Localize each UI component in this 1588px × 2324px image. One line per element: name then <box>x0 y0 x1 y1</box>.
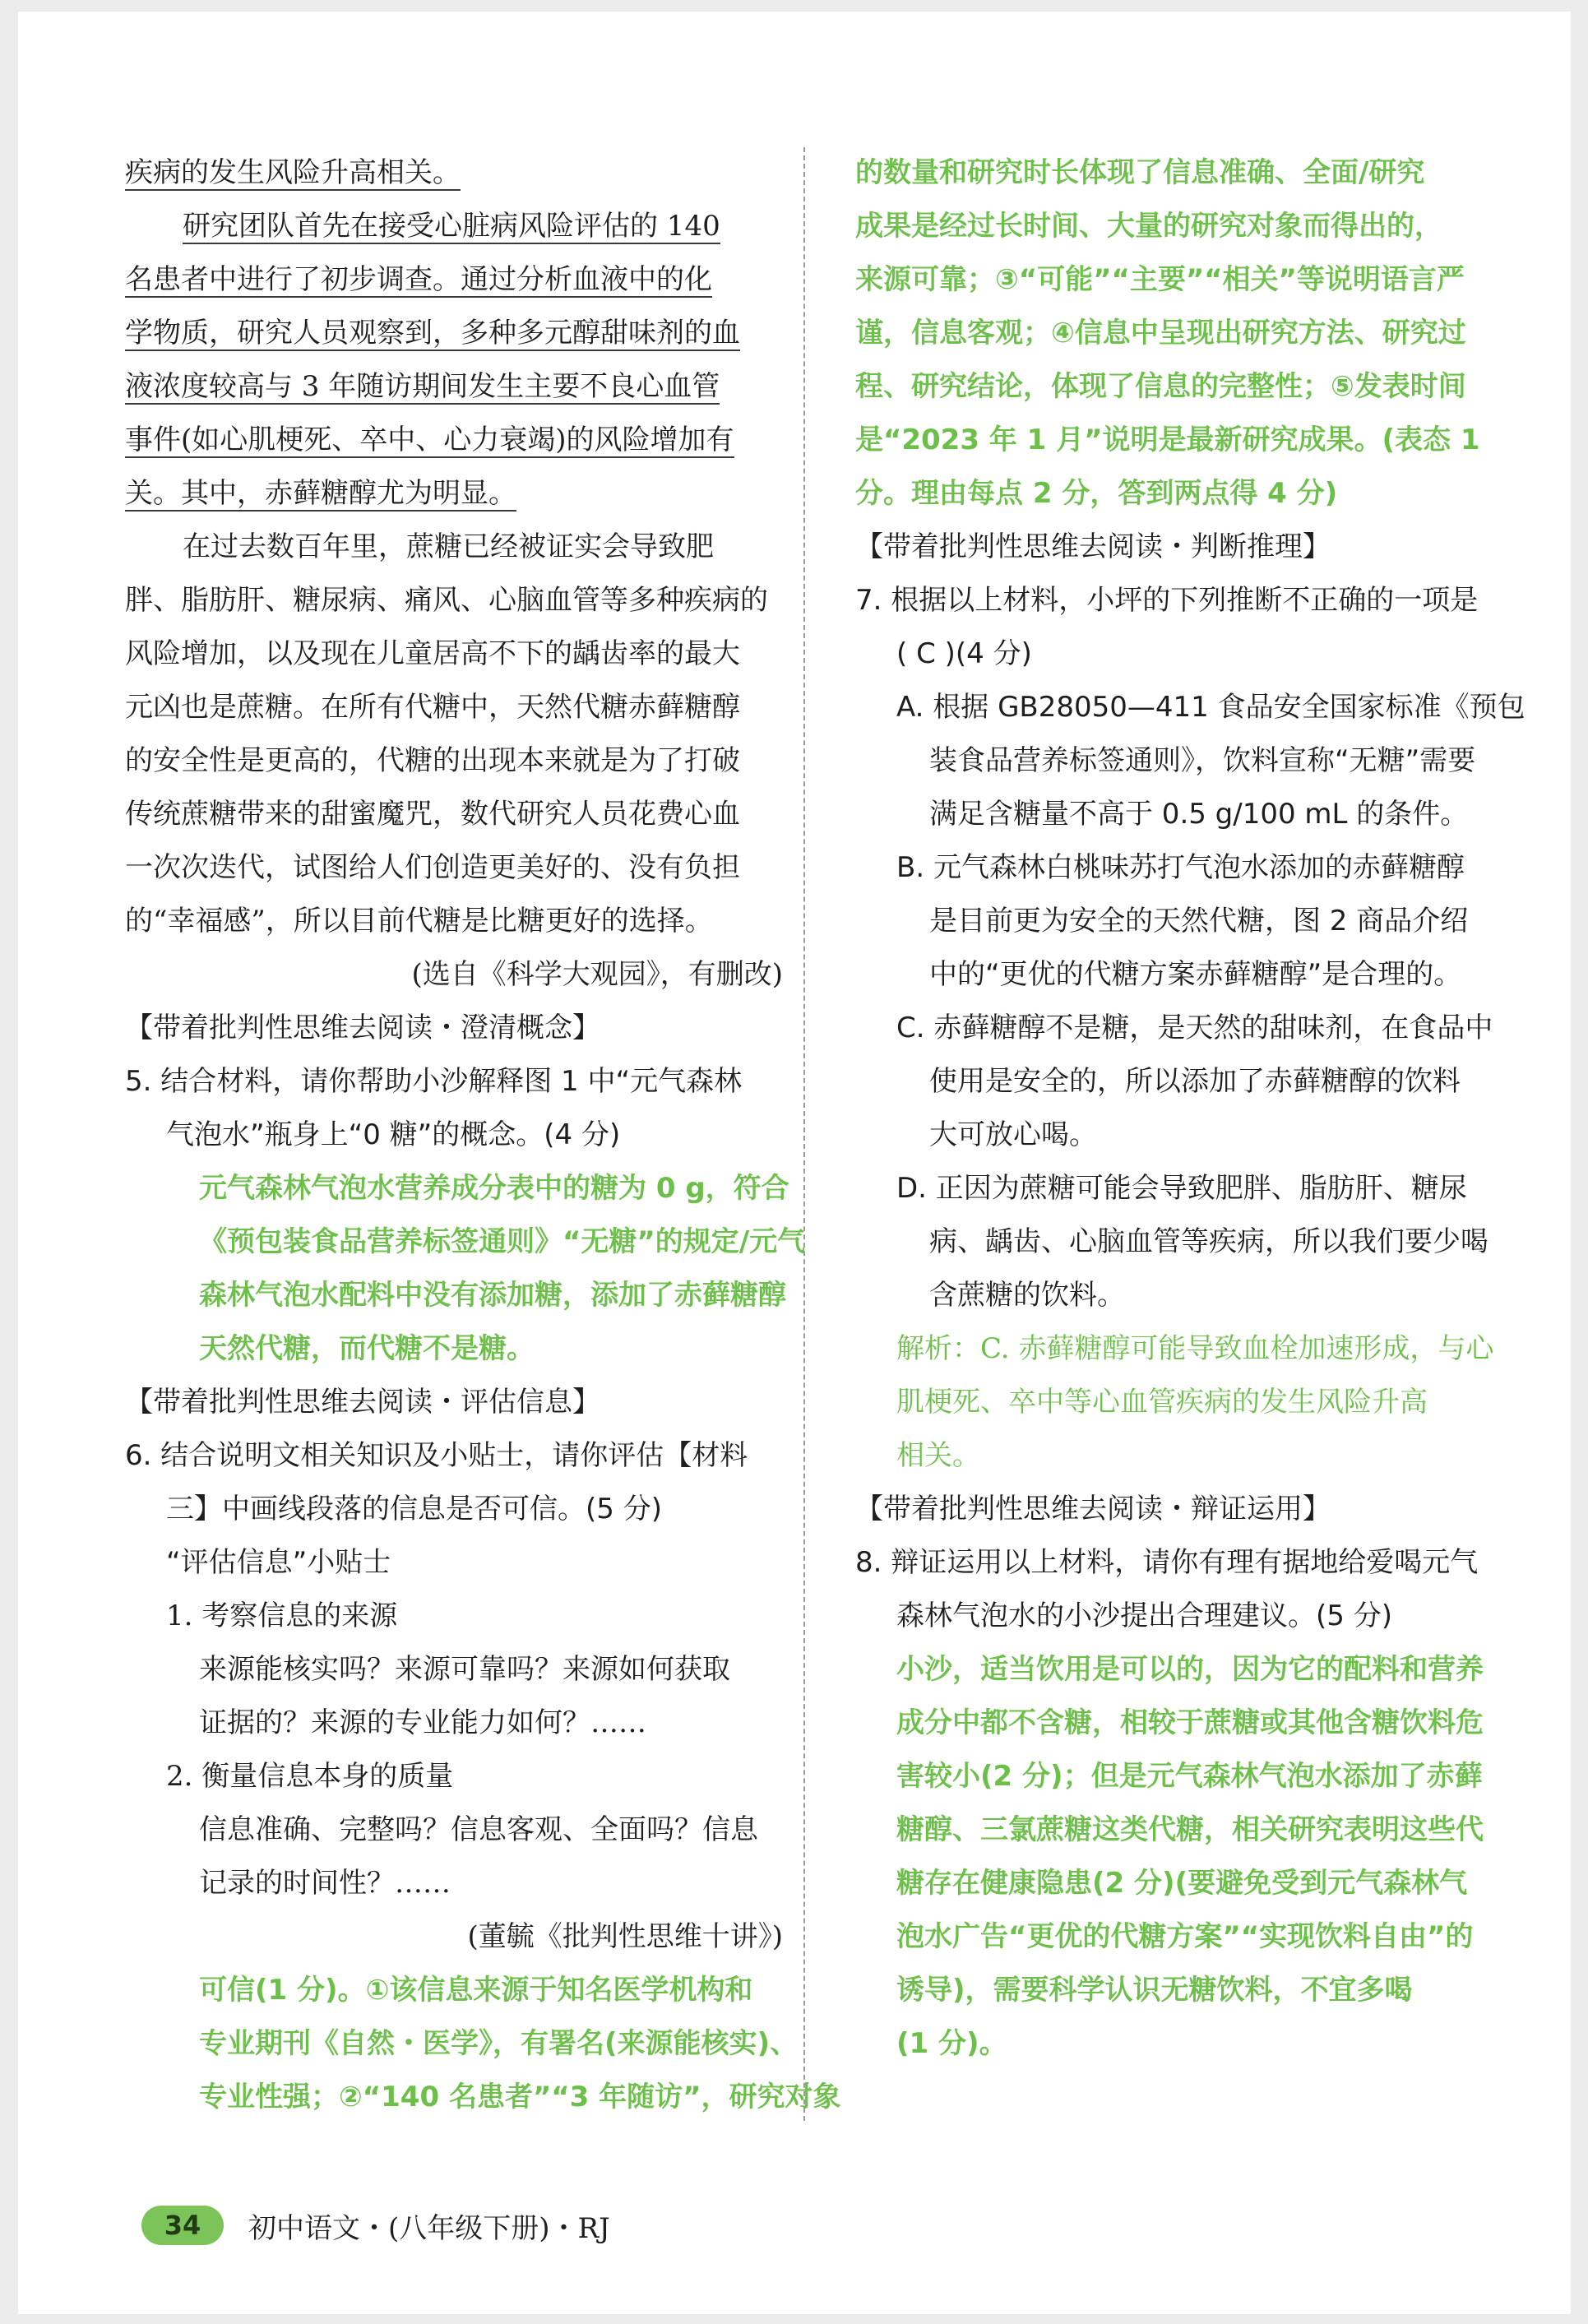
answer-line: 可信(1 分)。①该信息来源于知名医学机构和 <box>199 1974 753 2007</box>
text-line: 在过去数百年里，蔗糖已经被证实会导致肥 <box>183 530 714 563</box>
text-line: 疾病的发生风险升高相关。 <box>125 156 461 189</box>
tip-text: 信息准确、完整吗？信息客观、全面吗？信息 <box>199 1813 758 1846</box>
option-a-cont: 装食品营养标签通则》，饮料宣称“无糖”需要 <box>929 744 1476 777</box>
explanation-line: 解析：C. 赤藓糖醇可能导致血栓加速形成，与心 <box>896 1332 1494 1365</box>
answer-line: 程、研究结论，体现了信息的完整性；⑤发表时间 <box>855 370 1466 403</box>
page-number-badge: 34 <box>141 2206 224 2245</box>
answer-line: 来源可靠；③“可能”“主要”“相关”等说明语言严 <box>855 263 1465 296</box>
section-heading: 【带着批判性思维去阅读・辩证运用】 <box>855 1493 1331 1525</box>
question-7-answer: ( C )(4 分) <box>896 637 1032 670</box>
page-footer <box>141 2201 610 2250</box>
section-heading: 【带着批判性思维去阅读・澄清概念】 <box>125 1012 600 1044</box>
option-c-cont: 使用是安全的，所以添加了赤藓糖醇的饮料 <box>929 1065 1461 1098</box>
option-b-cont: 中的“更优的代糖方案赤藓糖醇”是合理的。 <box>929 958 1462 991</box>
question-7: 7. 根据以上材料，小坪的下列推断不正确的一项是 <box>855 584 1479 617</box>
text-line: 事件(如心肌梗死、卒中、心力衰竭)的风险增加有 <box>125 424 734 456</box>
workbook-page <box>18 12 1571 2314</box>
text-line: 的“幸福感”，所以目前代糖是比糖更好的选择。 <box>125 905 713 937</box>
left-column <box>125 146 841 2124</box>
text-line: 研究团队首先在接受心脏病风险评估的 140 <box>183 210 720 243</box>
answer-line: 《预包装食品营养标签通则》“无糖”的规定/元气 <box>199 1225 806 1258</box>
section-heading: 【带着批判性思维去阅读・判断推理】 <box>855 530 1331 563</box>
answer-line: 糖存在健康隐患(2 分)(要避免受到元气森林气 <box>896 1867 1468 1900</box>
right-column <box>855 146 1525 2071</box>
question-8-cont: 森林气泡水的小沙提出合理建议。(5 分) <box>896 1599 1392 1632</box>
option-d-cont: 含蔗糖的饮料。 <box>929 1279 1125 1312</box>
text-line: 元凶也是蔗糖。在所有代糖中，天然代糖赤藓糖醇 <box>125 691 740 724</box>
section-heading: 【带着批判性思维去阅读・评估信息】 <box>125 1386 600 1419</box>
answer-line: 谨，信息客观；④信息中呈现出研究方法、研究过 <box>855 317 1466 350</box>
option-b-cont: 是目前更为安全的天然代糖，图 2 商品介绍 <box>929 905 1469 937</box>
answer-line: 专业性强；②“140 名患者”“3 年随访”，研究对象 <box>199 2081 841 2113</box>
option-d: D. 正因为蔗糖可能会导致肥胖、脂肪肝、糖尿 <box>896 1172 1467 1205</box>
answer-line: 诱导)，需要科学认识无糖饮料，不宜多喝 <box>896 1974 1413 2007</box>
book-title: 初中语文・(八年级下册)・RJ <box>248 2211 610 2245</box>
option-a: A. 根据 GB28050—411 食品安全国家标准《预包 <box>896 691 1525 724</box>
tip-text: 来源能核实吗？来源可靠吗？来源如何获取 <box>199 1653 730 1686</box>
option-c-cont: 大可放心喝。 <box>929 1118 1097 1151</box>
answer-line: (1 分)。 <box>896 2027 1007 2060</box>
answer-line: 的数量和研究时长体现了信息准确、全面/研究 <box>855 156 1425 189</box>
text-line: 学物质，研究人员观察到，多种多元醇甜味剂的血 <box>125 317 740 350</box>
answer-line: 成果是经过长时间、大量的研究对象而得出的， <box>855 210 1442 243</box>
answer-line: 害较小(2 分)；但是元气森林气泡水添加了赤藓 <box>896 1760 1483 1793</box>
answer-line: 成分中都不含糖，相较于蔗糖或其他含糖饮料危 <box>896 1706 1484 1739</box>
option-a-cont: 满足含糖量不高于 0.5 g/100 mL 的条件。 <box>929 798 1469 831</box>
column-divider <box>803 147 805 2121</box>
text-line: 胖、脂肪肝、糖尿病、痛风、心脑血管等多种疾病的 <box>125 584 768 617</box>
answer-line: 泡水广告“更优的代糖方案”“实现饮料自由”的 <box>896 1920 1474 1953</box>
answer-line: 糖醇、三氯蔗糖这类代糖，相关研究表明这些代 <box>896 1813 1484 1846</box>
option-d-cont: 病、龋齿、心脑血管等疾病，所以我们要少喝 <box>929 1225 1488 1258</box>
source-citation: (董毓《批判性思维十讲》) <box>467 1920 783 1953</box>
text-line: 的安全性是更高的，代糖的出现本来就是为了打破 <box>125 744 740 777</box>
text-line: 名患者中进行了初步调查。通过分析血液中的化 <box>125 263 712 296</box>
answer-line: 元气森林气泡水营养成分表中的糖为 0 g，符合 <box>199 1172 789 1205</box>
answer-line: 分。理由每点 2 分，答到两点得 4 分) <box>855 477 1338 510</box>
text-line: 传统蔗糖带来的甜蜜魔咒，数代研究人员花费心血 <box>125 798 740 831</box>
question-8: 8. 辩证运用以上材料，请你有理有据地给爱喝元气 <box>855 1546 1479 1579</box>
text-line: 液浓度较高与 3 年随访期间发生主要不良心血管 <box>125 370 720 403</box>
answer-line: 小沙，适当饮用是可以的，因为它的配料和营养 <box>896 1653 1484 1686</box>
source-citation: (选自《科学大观园》，有删改) <box>411 958 783 991</box>
tip-title: “评估信息”小贴士 <box>166 1546 391 1579</box>
answer-line: 天然代糖，而代糖不是糖。 <box>199 1332 535 1365</box>
tip-text: 证据的？来源的专业能力如何？…… <box>199 1706 646 1739</box>
explanation-line: 肌梗死、卒中等心血管疾病的发生风险升高 <box>896 1386 1428 1419</box>
option-c: C. 赤藓糖醇不是糖，是天然的甜味剂，在食品中 <box>896 1012 1493 1044</box>
question-6-cont: 三】中画线段落的信息是否可信。(5 分) <box>166 1493 662 1525</box>
text-line: 风险增加，以及现在儿童居高不下的龋齿率的最大 <box>125 637 740 670</box>
question-5: 5. 结合材料，请你帮助小沙解释图 1 中“元气森林 <box>125 1065 743 1098</box>
text-line: 一次次迭代，试图给人们创造更美好的、没有负担 <box>125 851 740 884</box>
tip-text: 记录的时间性？…… <box>199 1867 451 1900</box>
explanation-line: 相关。 <box>896 1439 980 1472</box>
question-5-cont: 气泡水”瓶身上“0 糖”的概念。(4 分) <box>166 1118 621 1151</box>
answer-line: 森林气泡水配料中没有添加糖，添加了赤藓糖醇 <box>199 1279 786 1312</box>
answer-line: 是“2023 年 1 月”说明是最新研究成果。(表态 1 <box>855 424 1480 456</box>
question-6: 6. 结合说明文相关知识及小贴士，请你评估【材料 <box>125 1439 748 1472</box>
option-b: B. 元气森林白桃味苏打气泡水添加的赤藓糖醇 <box>896 851 1465 884</box>
answer-line: 专业期刊《自然・医学》，有署名(来源能核实)、 <box>199 2027 799 2060</box>
tip-item: 2. 衡量信息本身的质量 <box>166 1760 454 1793</box>
tip-item: 1. 考察信息的来源 <box>166 1599 398 1632</box>
text-line: 关。其中，赤藓糖醇尤为明显。 <box>125 477 516 510</box>
